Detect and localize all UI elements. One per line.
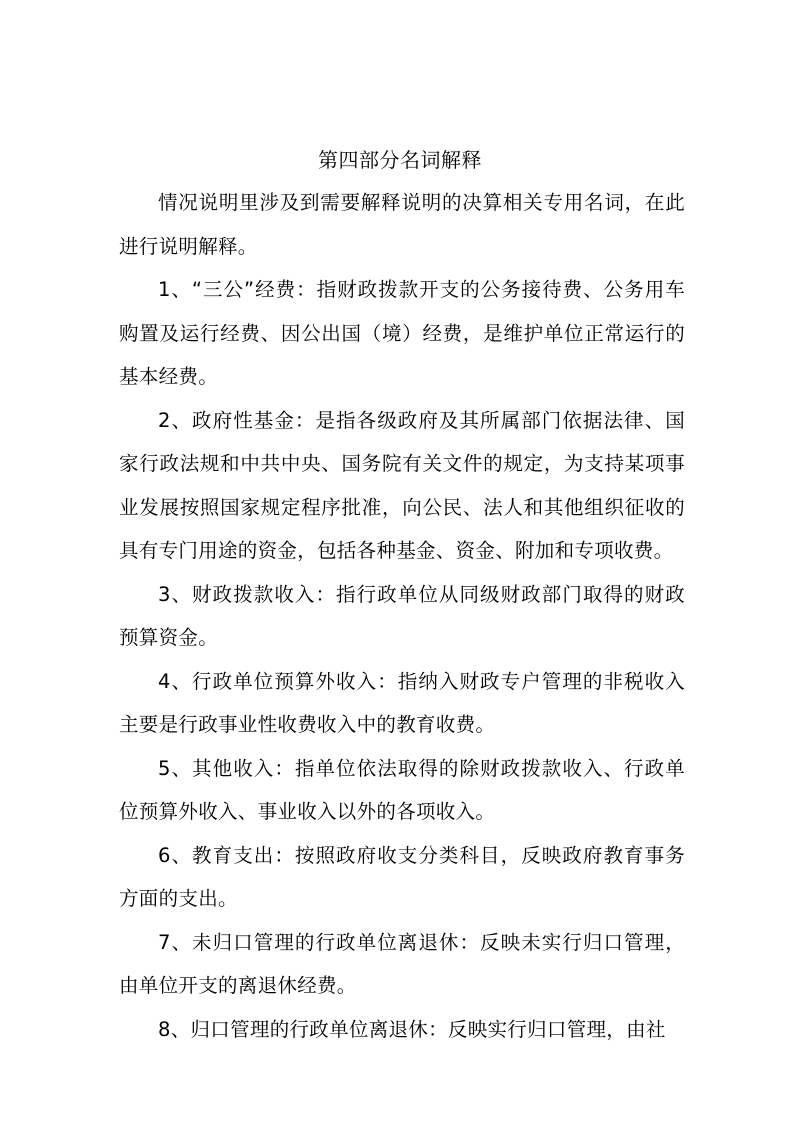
- page-title: 第四部分名词解释: [318, 148, 482, 172]
- paragraph-term-6: 6、教育支出：按照政府收支分类科目，反映政府教育事务方面的支出。: [119, 843, 685, 910]
- paragraph-term-7: 7、未归口管理的行政单位离退休：反映未实行归口管理，由单位开支的离退休经费。: [119, 930, 685, 997]
- document-body: [119, 181, 685, 1051]
- paragraph-term-4: 4、行政单位预算外收入：指纳入财政专户管理的非税收入主要是行政事业性收费收入中的教育收费。: [119, 669, 685, 736]
- paragraph-term-1: 1、“三公”经费：指财政拨款开支的公务接待费、公务用车购置及运行经费、因公出国（境）经费，是维护单位正常运行的基本经费。: [119, 278, 685, 388]
- paragraph-term-8: 8、归口管理的行政单位离退休：反映实行归口管理，由社: [158, 1017, 666, 1041]
- paragraph-term-2: 2、政府性基金：是指各级政府及其所属部门依据法律、国家行政法规和中共中央、国务院有关文件的规定，为支持某项事业发展按照国家规定程序批准，向公民、法人和其他组织征收的具有专门用途的资金，包括各种基金、资金、附加和专项收费。: [119, 408, 685, 562]
- paragraph-term-3: 3、财政拨款收入：指行政单位从同级财政部门取得的财政预算资金。: [119, 582, 685, 649]
- paragraph-term-5: 5、其他收入：指单位依法取得的除财政拨款收入、行政单位预算外收入、事业收入以外的各项收入。: [119, 756, 685, 823]
- paragraph-intro: 情况说明里涉及到需要解释说明的决算相关专用名词，在此进行说明解释。: [119, 191, 685, 258]
